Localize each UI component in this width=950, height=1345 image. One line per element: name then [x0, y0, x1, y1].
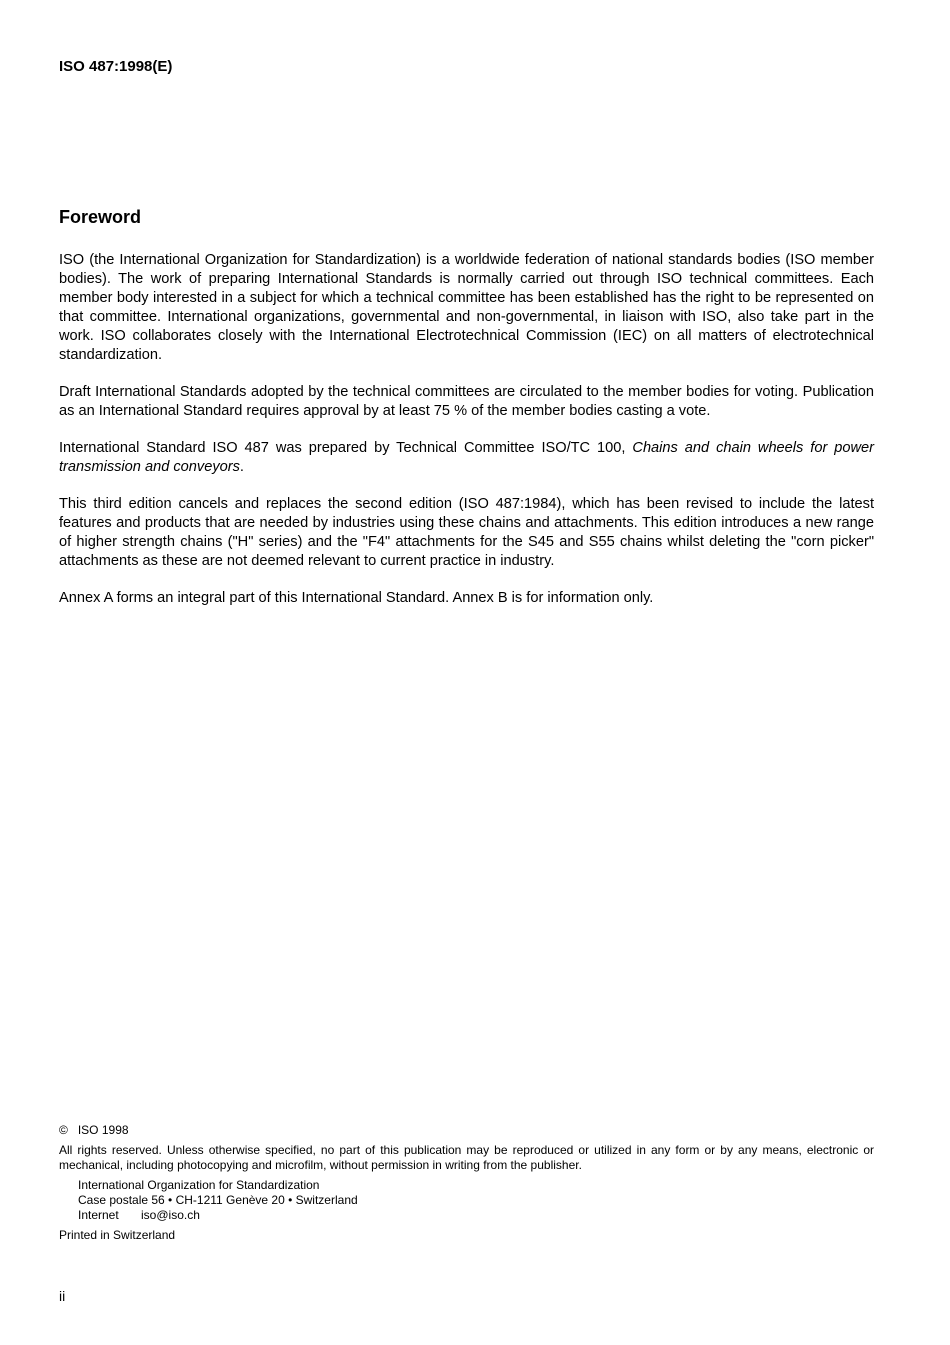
foreword-paragraph-iso: ISO (the International Organization for Standardization) is a worldwide federation of national standards bodies (ISO member bodies). The work of preparing International Standards is normally carried out through ISO technical committees. Each member body interested in a subject for which a technical committee has been established has the right to be represented on that committee. International organizations, governmental and non-governmental, in liaison with ISO, also take part in the work. ISO collaborates closely with the International Electrotechnical Commission (IEC) on all matters of electrotechnical standardization.	[59, 252, 874, 363]
foreword-paragraph-annexes: Annex A forms an integral part of this International Standard. Annex B is for information only.	[59, 590, 654, 606]
internet-label: Internet	[78, 1208, 119, 1222]
document-code: ISO 487:1998(E)	[59, 58, 173, 75]
foreword-paragraph-committee	[59, 439, 874, 477]
copyright-owner: ISO 1998	[77, 1123, 129, 1137]
copyright-line	[59, 1123, 874, 1138]
committee-text: International Standard ISO 487 was prepared by Technical Committee ISO/TC 100,	[59, 440, 633, 456]
printed-location: Printed in Switzerland	[59, 1228, 176, 1242]
publisher-address	[78, 1178, 874, 1223]
publisher-name: International Organization for Standardization	[78, 1178, 320, 1192]
copyright-block	[59, 1123, 874, 1243]
page-number: ii	[59, 1288, 66, 1304]
foreword-paragraph-drafts: Draft International Standards adopted by the technical committees are circulated to the member bodies for voting. Publication as an International Standard requires approval by at least 75 % of the member bodies casting a vote.	[59, 384, 874, 419]
foreword-body	[59, 251, 874, 626]
publisher-email: iso@iso.ch	[141, 1208, 200, 1222]
committee-period: .	[239, 459, 244, 475]
foreword-paragraph-edition: This third edition cancels and replaces the second edition (ISO 487:1984), which has been revised to include the latest features and products that are needed by industries using these chains and attachments. This edition introduces a new range of higher strength chains ("H" series) and the "F4" attachments for the S45 and S55 chains whilst deleting the "corn picker" attachments as these are not deemed relevant to current practice in industry.	[59, 496, 874, 569]
foreword-heading: Foreword	[59, 207, 142, 227]
publisher-internet	[78, 1208, 874, 1223]
publisher-postal-address: Case postale 56 • CH-1211 Genève 20 • Switzerland	[78, 1193, 358, 1207]
committee-title: Chains and chain wheels for power transmission and conveyors	[59, 440, 874, 475]
rights-statement: All rights reserved. Unless otherwise specified, no part of this publication may be reproduced or utilized in any form or by any means, electronic or mechanical, including photocopying and microfilm, without permission in writing from the publisher.	[59, 1143, 874, 1172]
copyright-symbol: ©	[59, 1123, 68, 1137]
